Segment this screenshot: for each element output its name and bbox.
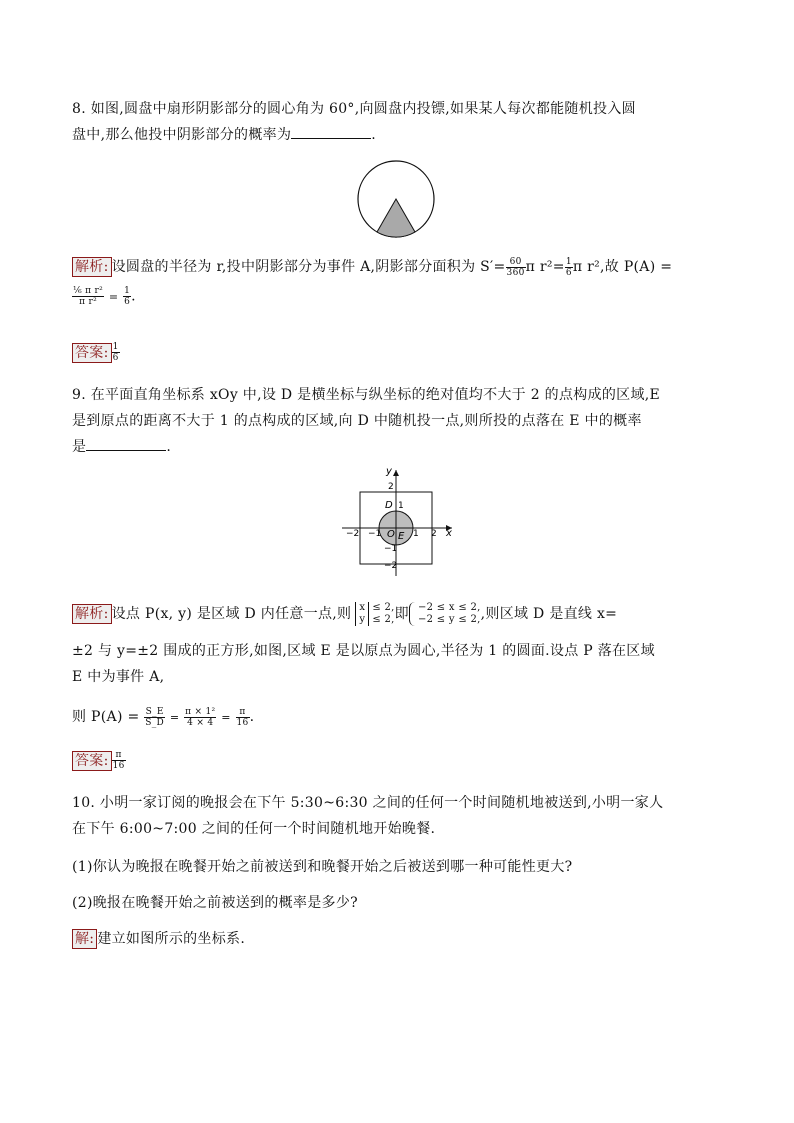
tick-x2: 2 [431,529,437,539]
abs-x: x [359,602,366,613]
q8-res-eq: = [108,290,119,304]
frac-result [72,286,104,307]
frac-num: π [112,750,126,761]
frac-num: 1 [124,286,131,296]
frac-den: π r² [79,297,97,307]
q9-calc-end: . [249,709,255,725]
q9-line-c: ±2 与 y=±2 围成的正方形,如图,区域 E 是以原点为圆心,半径为 1 的圆面.设点 P 落在区域 [72,643,655,659]
q8-answer-line [72,342,120,363]
frac-se-sd [144,707,165,728]
frac-pi-16 [236,707,250,728]
frac-num: S_E [145,706,164,717]
q8-jiexi-a: 设圆盘的半径为 r,投中阴影部分为事件 A,阴影部分面积为 S′= [111,259,506,275]
q10-line2: 在下午 6:00~7:00 之间的任何一个时间随机地开始晚餐. [72,821,436,837]
abs-values [355,602,369,626]
x-label: x [446,528,452,539]
q9-ji: 即 [394,606,409,622]
y-label: y [386,466,392,477]
tick-ym1: −1 [384,544,398,554]
frac-den: 6 [124,297,131,307]
frac-num: ⅙ π r² [73,286,104,296]
q10-jie-line [72,928,245,949]
system-inequalities [409,602,481,626]
o-label: O [387,529,395,540]
d-label: D [385,500,393,511]
answer-tag: 答案: [72,343,112,363]
frac-num: 60 [506,257,526,268]
q9-line3-text: 是 [72,439,87,455]
jie-tag: 解: [72,929,97,949]
q8-jiexi-line [72,256,672,278]
q8-disc-figure [355,158,437,240]
q8-line2-text: 盘中,那么他投中阴影部分的概率为 [72,127,292,143]
q9-calc-a: 则 P(A) = [72,709,140,725]
q9-answer-blank [86,436,166,451]
q8-pir2-b: π r²,故 P(A) = [572,259,673,275]
frac-den: 16 [236,717,249,728]
y-axis-arrow [393,470,399,476]
tick-y2: 2 [388,482,394,492]
frac-60-360 [506,257,526,278]
q8-answer-blank [291,124,371,139]
frac-num: π [236,707,250,718]
q8-line2 [72,124,376,144]
answer-frac [112,750,126,771]
q9-line-d: E 中为事件 A, [72,669,165,685]
frac-pi-16-calc [184,707,216,728]
q9-line3-end: . [166,439,172,455]
tick-x1: 1 [413,529,419,539]
q10-sub2: (2)晚报在晚餐开始之前被送到的概率是多少? [72,895,358,911]
frac-1-6-b [123,286,131,307]
q9-jiexi-line [72,602,617,626]
sys2: −2 ≤ y ≤ 2, [417,614,481,625]
q9-calc-eq2: = [221,711,231,724]
tick-xm1: −1 [368,529,382,539]
q9-line3 [72,436,171,456]
q9-coordinate-figure [338,462,460,580]
frac-den: 360 [506,267,525,278]
abs-y: y [359,614,366,625]
q9-calc-line [72,706,254,728]
jiexi-tag: 解析: [72,257,112,277]
tick-ym2: −2 [384,561,398,571]
q9-calc-eq: = [169,711,180,724]
frac-den: 4 × 4 [187,717,214,728]
q10-line1: 10. 小明一家订阅的晚报会在下午 5:30~6:30 之间的任何一个时间随机地被送到,小明一家人 [72,795,664,811]
q8-pir2: π r²= [525,259,565,275]
e-label: E [398,531,405,542]
tick-xm2: −2 [346,529,360,539]
frac-den: S_D [145,717,165,728]
answer-frac [112,342,120,363]
q8-res-end: . [131,288,136,305]
q8-line2-end: . [371,127,377,143]
frac-den: 6 [112,353,119,363]
q8-line1: 8. 如图,圆盘中扇形阴影部分的圆心角为 60°,向圆盘内投镖,如果某人每次都能随机投入圆 [72,101,636,117]
answer-tag: 答案: [72,751,112,771]
q9-answer-line [72,750,126,771]
jiexi-tag: 解析: [72,604,112,624]
q10-jie-text: 建立如图所示的坐标系. [97,931,246,947]
le2a: ≤ 2, [372,602,395,613]
q9-line1: 9. 在平面直角坐标系 xOy 中,设 D 是横坐标与纵坐标的绝对值均不大于 2 的点构成的区域,E [72,387,661,403]
frac-num: π × 1² [185,706,216,717]
le2b: ≤ 2, [372,614,395,625]
frac-den: 6 [565,267,572,278]
q9-jiexi-b: ,则区域 D 是直线 x= [480,606,618,622]
frac-num: 1 [112,342,119,352]
frac-num: 1 [565,256,572,267]
frac-1-6 [565,257,573,278]
tick-y1: 1 [398,501,404,511]
q10-sub1: (1)你认为晚报在晚餐开始之前被送到和晚餐开始之后被送到哪一种可能性更大? [72,859,573,875]
frac-den: 16 [112,761,125,771]
q9-line2: 是到原点的距离不大于 1 的点构成的区域,向 D 中随机投一点,则所投的点落在 E 中的概率 [72,413,642,429]
q9-jiexi-a: 设点 P(x, y) 是区域 D 内任意一点,则 [111,606,352,622]
sys1: −2 ≤ x ≤ 2, [417,602,481,613]
q8-result-line [72,286,136,307]
le-group [372,602,394,626]
